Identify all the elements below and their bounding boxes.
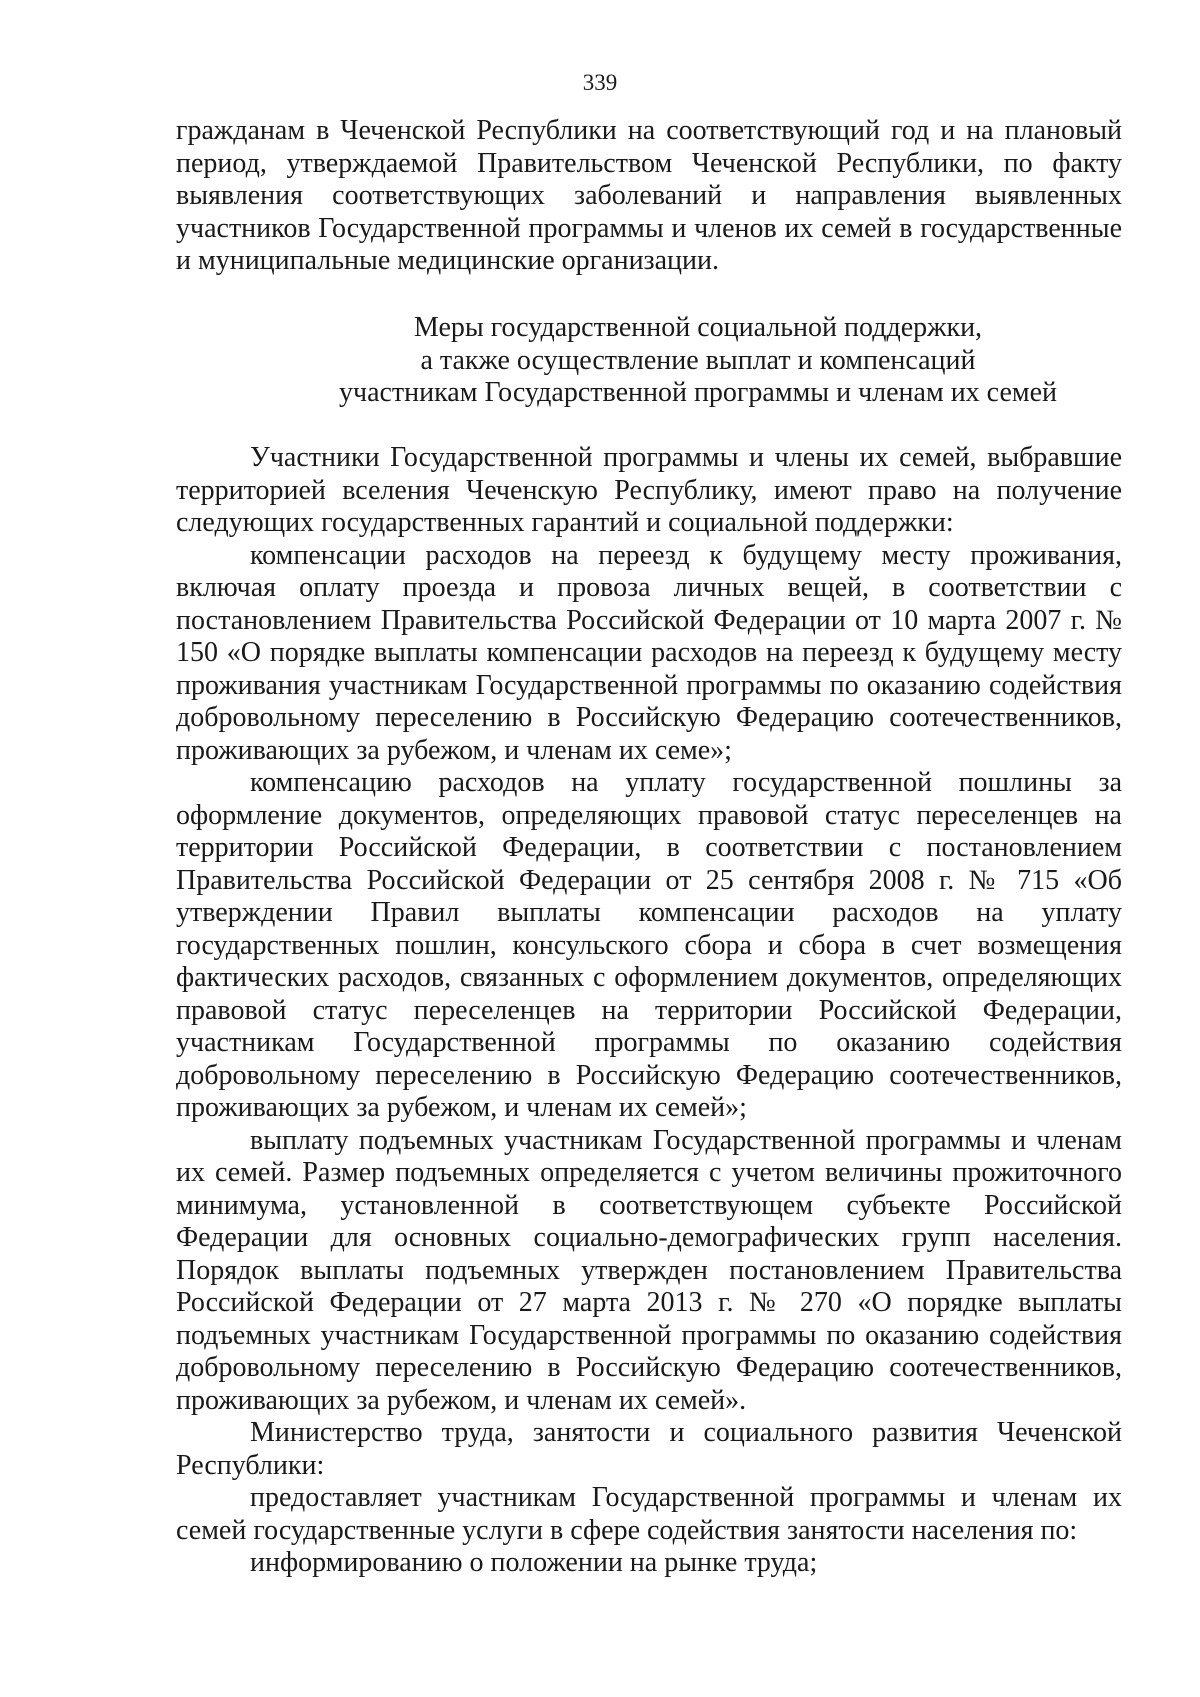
body-paragraph-relocation-compensation: компенсации расходов на переезд к будущему месту проживания, включая оплату проезда и провоза личных вещей, в соответствии с постановлением Правительства Российской Федерации от 10 марта 2007 г. № 150 «О порядке выплаты компенсации расходов на переезд к будущему месту проживания участникам Государственной программы по оказанию содействия добровольному переселению в Российскую Федерацию соотечественников, проживающих за рубежом, и членам их семе»; xyxy=(176,539,1122,766)
body-paragraph-eligibility: Участники Государственной программы и члены их семей, выбравшие территорией вселения Чеченскую Республику, имеют право на получение следующих государственных гарантий и социальной поддержки: xyxy=(176,442,1122,538)
body-paragraph-ministry: Министерство труда, занятости и социального развития Чеченской Республики: xyxy=(176,1417,1122,1481)
intro-section xyxy=(176,115,1122,278)
body-paragraph-labor-market-info: информированию о положении на рынке труда; xyxy=(250,1547,818,1578)
body-paragraph-state-duty-compensation: компенсацию расходов на уплату государственной пошлины за оформление документов, определяющих правовой статус переселенцев на территории Российской Федерации, в соответствии с постановлением Правительства Российской Федерации от 25 сентября 2008 г. № 715 «Об утверждении Правил выплаты компенсации расходов на уплату государственных пошлин, консульского сбора и сбора в счет возмещения фактических расходов, связанных с оформлением документов, определяющих правовой статус переселенцев на территории Российской Федерации, участникам Государственной программы по оказанию содействия добровольному переселению в Российскую Федерацию соотечественников, проживающих за рубежом, и членам их семей»; xyxy=(176,767,1122,1123)
section-heading-line-1: Меры государственной социальной поддержки, xyxy=(413,312,983,343)
main-body xyxy=(176,442,1122,1580)
section-heading xyxy=(176,312,1122,410)
section-heading-line-3: участникам Государственной программы и членам их семей xyxy=(338,377,1058,408)
page-number: 339 xyxy=(582,70,618,95)
intro-paragraph: гражданам в Чеченской Республики на соответствующий год и на плановый период, утверждаемой Правительством Чеченской Республики, по факту выявления соответствующих заболеваний и направления выявленных участников Государственной программы и членов их семей в государственные и муниципальные медицинские организации. xyxy=(176,115,1122,276)
section-heading-line-2: а также осуществление выплат и компенсаций xyxy=(420,344,976,376)
body-paragraph-lifting-allowance: выплату подъемных участникам Государственной программы и членам их семей. Размер подъемных определяется с учетом величины прожиточного минимума, установленной в соответствующем субъекте Российской Федерации для основных социально-демографических групп населения. Порядок выплаты подъемных утвержден постановлением Правительства Российской Федерации от 27 марта 2013 г. № 270 «О порядке выплаты подъемных участникам Государственной программы по оказанию содействия добровольному переселению в Российскую Федерацию соотечественников, проживающих за рубежом, и членам их семей». xyxy=(176,1124,1122,1416)
body-paragraph-employment-services: предоставляет участникам Государственной программы и членам их семей государственные услуги в сфере содействия занятости населения по: xyxy=(176,1482,1122,1546)
